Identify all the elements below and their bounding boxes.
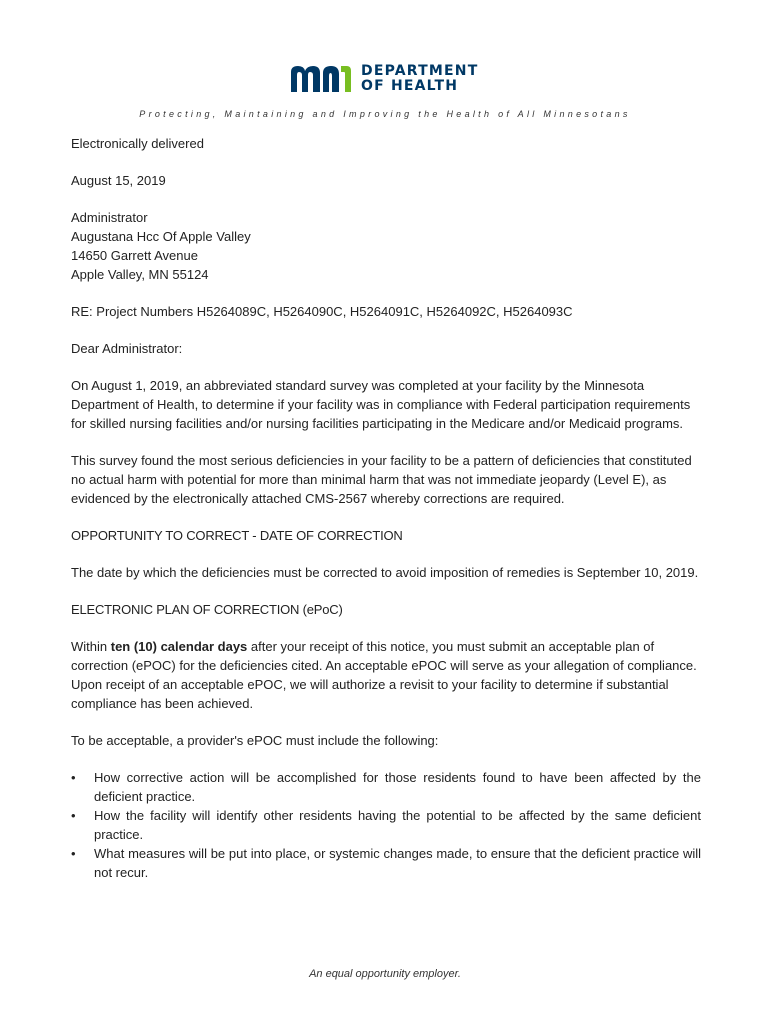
page-footer: An equal opportunity employer.: [309, 968, 461, 980]
list-item: [71, 806, 701, 844]
paragraph-requirements-intro: To be acceptable, a provider's ePOC must include the following:: [71, 733, 439, 748]
paragraph-findings: This survey found the most serious deficiencies in your facility to be a pattern of deficiencies that constituted no actual harm with potential for more than minimal harm that was not immediate jeopardy (Level E), as evidenced by the electronically attached CMS-2567 whereby corrections are required.: [71, 453, 692, 506]
letter-body: [71, 134, 701, 882]
mn-logo-mark-icon: [289, 64, 353, 94]
letterhead-tagline: Protecting, Maintaining and Improving the Health of All Minnesotans: [139, 109, 631, 119]
paragraph-correction-date: The date by which the deficiencies must be corrected to avoid imposition of remedies is September 10, 2019.: [71, 565, 699, 580]
list-item-text: How the facility will identify other residents having the potential to be affected by the same deficient practice.: [94, 808, 701, 842]
recipient-address: [71, 208, 701, 284]
address-line: Augustana Hcc Of Apple Valley: [71, 229, 251, 244]
bullet-icon: •: [71, 770, 76, 785]
mdh-logo: [289, 64, 478, 94]
logo-line-2: OF HEALTH: [361, 78, 459, 94]
list-item: [71, 844, 701, 882]
letter-date: August 15, 2019: [71, 173, 166, 188]
section-heading-epoc: ELECTRONIC PLAN OF CORRECTION (ePoC): [71, 602, 343, 617]
list-item: [71, 768, 701, 806]
re-line: RE: Project Numbers H5264089C, H5264090C, H5264091C, H5264092C, H5264093C: [71, 304, 573, 319]
bullet-icon: •: [71, 846, 76, 861]
paragraph-epoc: [71, 637, 701, 713]
delivery-method: Electronically delivered: [71, 136, 204, 151]
salutation: Dear Administrator:: [71, 341, 183, 356]
bullet-icon: •: [71, 808, 76, 823]
logo-wordmark: [361, 64, 478, 94]
address-line: Apple Valley, MN 55124: [71, 267, 209, 282]
list-item-text: What measures will be put into place, or systemic changes made, to ensure that the deficient practice will not recur.: [94, 846, 701, 880]
list-item-text: How corrective action will be accomplished for those residents found to have been affected by the deficient practice.: [94, 770, 701, 804]
requirements-list: [71, 768, 701, 882]
address-line: 14650 Garrett Avenue: [71, 248, 198, 263]
deadline-emphasis: ten (10) calendar days: [110, 639, 248, 654]
section-heading-opportunity: OPPORTUNITY TO CORRECT - DATE OF CORRECTION: [71, 528, 403, 543]
epoc-text-prefix: Within: [71, 639, 111, 654]
address-line: Administrator: [71, 210, 148, 225]
paragraph-survey: On August 1, 2019, an abbreviated standard survey was completed at your facility by the Minnesota Department of Health, to determine if your facility was in compliance with Federal participation requirements for skilled nursing facilities and/or nursing facilities participating in the Medicare and/or Medicaid programs.: [71, 378, 691, 431]
epoc-text-rest: after your receipt of this notice, you must submit an acceptable plan of correction (ePOC) for the deficiencies cited. An acceptable ePOC will serve as your allegation of compliance. Upon receipt of an acceptable ePOC, we will authorize a revisit to your facility to determine if substantial compliance has been achieved.: [71, 639, 697, 711]
logo-line-1: DEPARTMENT: [361, 63, 479, 79]
